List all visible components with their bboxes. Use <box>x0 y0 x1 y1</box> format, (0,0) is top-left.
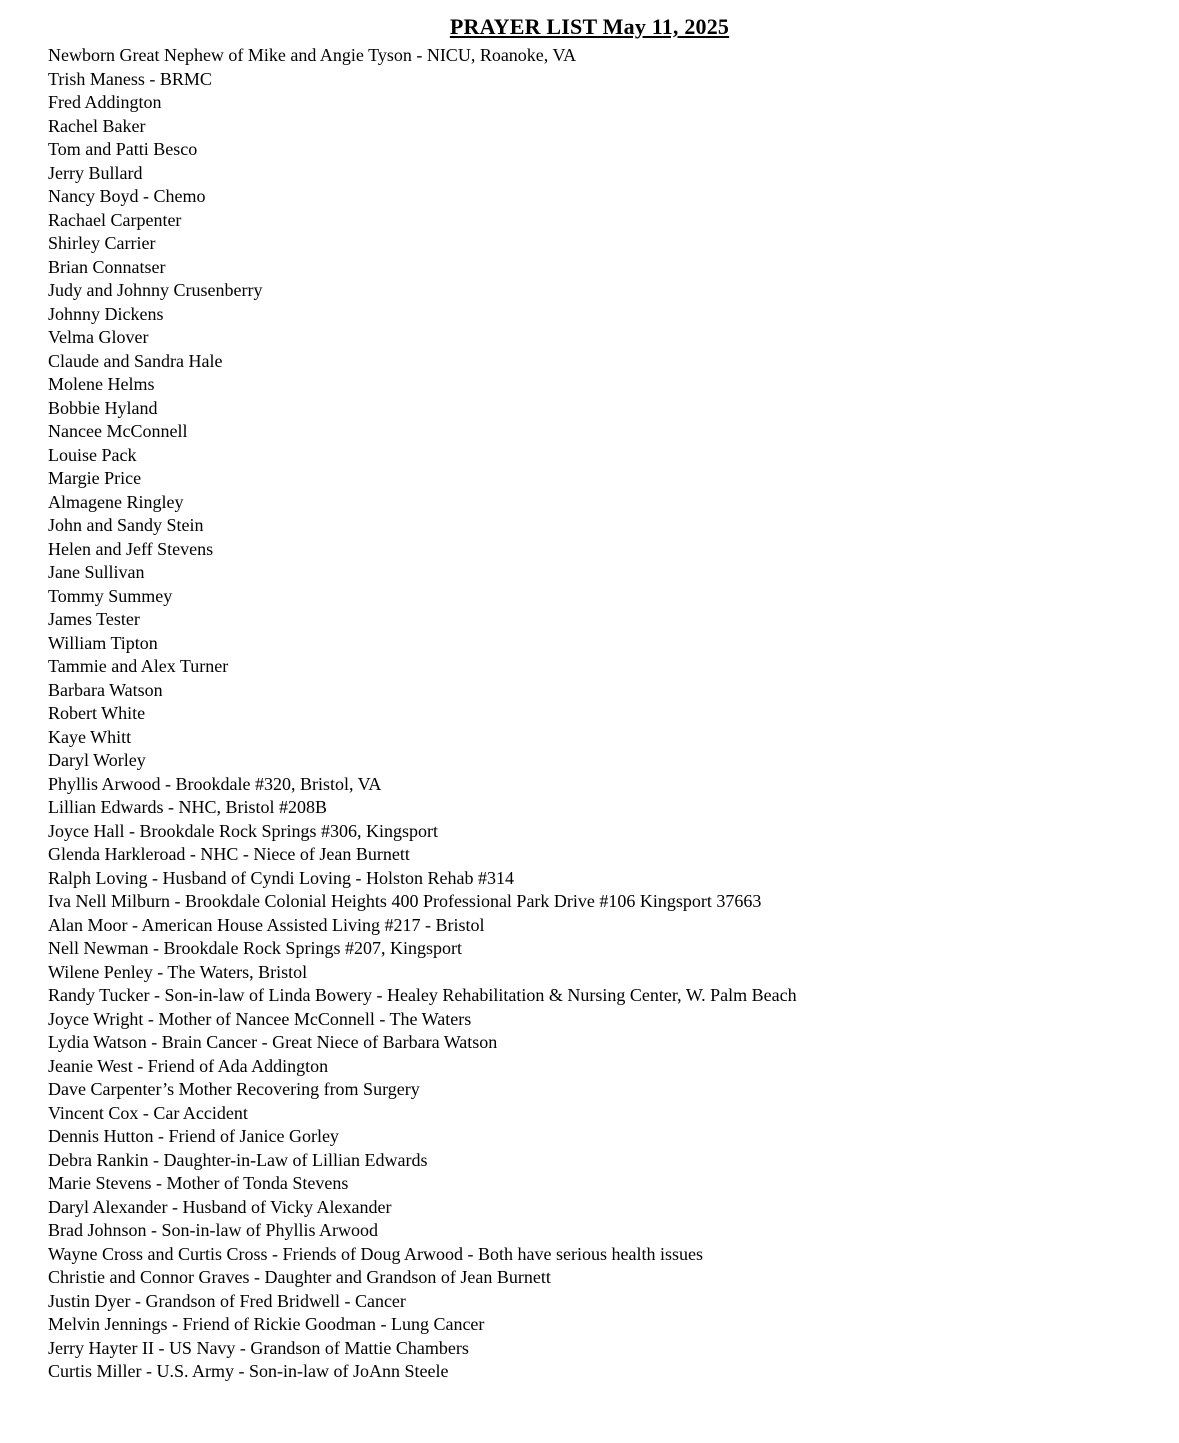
prayer-list-entry: Tammie and Alex Turner <box>48 656 229 676</box>
prayer-list-entry: Daryl Alexander - Husband of Vicky Alexander <box>48 1196 392 1217</box>
prayer-list-entry: Jane Sullivan <box>48 562 145 582</box>
prayer-list-entry: Phyllis Arwood - Brookdale #320, Bristol, VA <box>48 773 382 794</box>
prayer-list-entry: Debra Rankin - Daughter-in-Law of Lillian Edwards <box>48 1149 428 1170</box>
prayer-list-entry: Jerry Bullard <box>48 162 143 183</box>
prayer-list-entry: Wayne Cross and Curtis Cross - Friends of Doug Arwood - Both have serious health issues <box>48 1243 703 1264</box>
prayer-list-entry: Tom and Patti Besco <box>48 139 198 159</box>
prayer-list-entry: Brad Johnson - Son-in-law of Phyllis Arwood <box>48 1220 378 1240</box>
prayer-list-entry: Joyce Wright - Mother of Nancee McConnell - The Waters <box>48 1008 472 1029</box>
prayer-list-entry: Justin Dyer - Grandson of Fred Bridwell - Cancer <box>48 1290 406 1311</box>
page-title: PRAYER LIST May 11, 2025 <box>449 14 730 39</box>
prayer-list-entry: Randy Tucker - Son-in-law of Linda Bowery - Healey Rehabilitation & Nursing Center, W. Palm Beach <box>48 985 797 1005</box>
prayer-list-entry: Claude and Sandra Hale <box>48 350 223 371</box>
prayer-list-entry: Trish Maness - BRMC <box>48 68 212 89</box>
prayer-list-entry: John and Sandy Stein <box>48 515 204 535</box>
prayer-list-entry: Alan Moor - American House Assisted Living #217 - Bristol <box>48 914 485 935</box>
prayer-list-entry: Wilene Penley - The Waters, Bristol <box>48 961 308 982</box>
prayer-list-entry: Daryl Worley <box>48 750 146 770</box>
prayer-list-entry: Tommy Summey <box>48 585 173 606</box>
prayer-list-entry: Iva Nell Milburn - Brookdale Colonial Heights 400 Professional Park Drive #106 Kingsport 37663 <box>48 891 762 911</box>
prayer-list-entry: Jeanie West - Friend of Ada Addington <box>48 1055 329 1076</box>
prayer-list-entry: Molene Helms <box>48 374 155 394</box>
prayer-list-entry: Velma Glover <box>48 327 149 347</box>
prayer-list-entry: Fred Addington <box>48 92 162 112</box>
prayer-list-entry: Brian Connatser <box>48 256 166 277</box>
prayer-list-entry: Lydia Watson - Brain Cancer - Great Niece of Barbara Watson <box>48 1032 498 1052</box>
prayer-list-entry: Kaye Whitt <box>48 726 132 747</box>
prayer-list-entry: William Tipton <box>48 632 158 653</box>
prayer-list-entry: Nancy Boyd - Chemo <box>48 186 206 206</box>
prayer-list-entry: Joyce Hall - Brookdale Rock Springs #306, Kingsport <box>48 820 438 841</box>
prayer-list-entry: Helen and Jeff Stevens <box>48 538 214 559</box>
prayer-list-entry: Dennis Hutton - Friend of Janice Gorley <box>48 1126 339 1146</box>
prayer-list-entry: Christie and Connor Graves - Daughter and Grandson of Jean Burnett <box>48 1267 551 1287</box>
prayer-list-entry: Ralph Loving - Husband of Cyndi Loving - Holston Rehab #314 <box>48 867 514 888</box>
prayer-list-entry: Rachel Baker <box>48 115 146 136</box>
prayer-list-entry: Judy and Johnny Crusenberry <box>48 280 263 300</box>
prayer-list-entry: Glenda Harkleroad - NHC - Niece of Jean Burnett <box>48 844 410 864</box>
prayer-list-entry: Nell Newman - Brookdale Rock Springs #207, Kingsport <box>48 938 462 958</box>
prayer-list-entry: Newborn Great Nephew of Mike and Angie Tyson - NICU, Roanoke, VA <box>48 45 577 65</box>
prayer-list-entry: Margie Price <box>48 468 142 488</box>
prayer-list-entry: Johnny Dickens <box>48 303 164 324</box>
prayer-list-entry: Jerry Hayter II - US Navy - Grandson of Mattie Chambers <box>48 1337 469 1358</box>
prayer-list-entry: Robert White <box>48 703 146 723</box>
prayer-list <box>0 44 1179 1384</box>
prayer-list-entry: Curtis Miller - U.S. Army - Son-in-law of JoAnn Steele <box>48 1361 449 1381</box>
prayer-list-entry: Almagene Ringley <box>48 491 184 512</box>
prayer-list-entry: Nancee McConnell <box>48 421 188 441</box>
prayer-list-entry: Louise Pack <box>48 444 137 465</box>
prayer-list-entry: Melvin Jennings - Friend of Rickie Goodman - Lung Cancer <box>48 1314 485 1334</box>
prayer-list-entry: Barbara Watson <box>48 679 163 700</box>
prayer-list-entry: Bobbie Hyland <box>48 397 158 418</box>
prayer-list-entry: Shirley Carrier <box>48 233 156 253</box>
prayer-list-entry: Rachael Carpenter <box>48 209 182 230</box>
prayer-list-entry: Dave Carpenter’s Mother Recovering from Surgery <box>48 1079 420 1099</box>
prayer-list-entry: Lillian Edwards - NHC, Bristol #208B <box>48 797 327 817</box>
prayer-list-entry: Vincent Cox - Car Accident <box>48 1102 248 1123</box>
prayer-list-entry: James Tester <box>48 609 140 629</box>
prayer-list-entry: Marie Stevens - Mother of Tonda Stevens <box>48 1173 349 1193</box>
